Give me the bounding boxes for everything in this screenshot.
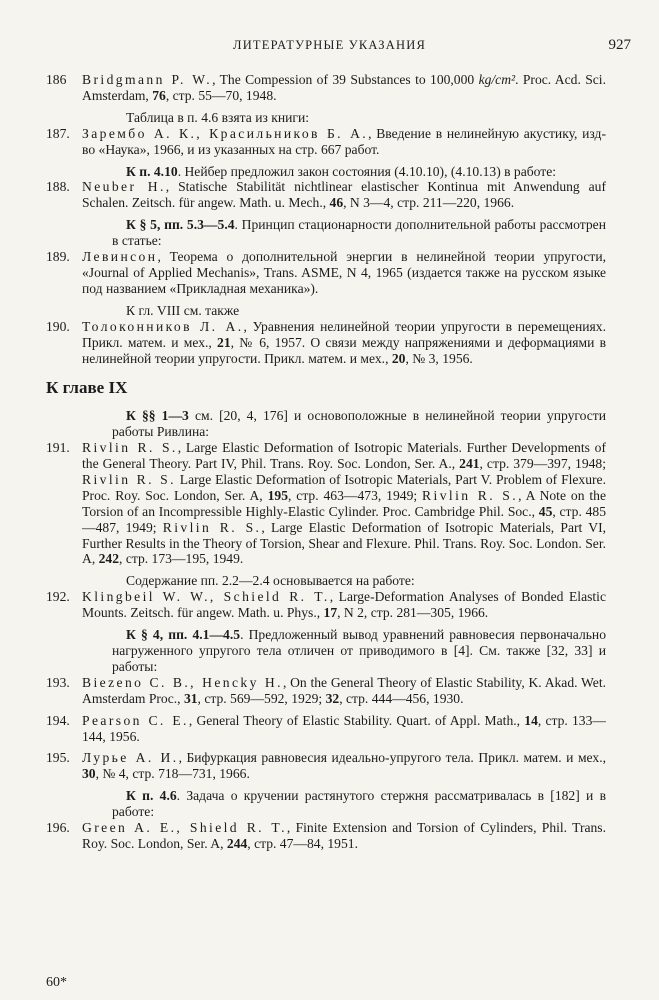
author-name: Лурье А. И. bbox=[82, 750, 179, 766]
text-segment: 30 bbox=[82, 766, 96, 782]
reference-number: 189. bbox=[46, 249, 70, 265]
reference-entry bbox=[46, 440, 606, 567]
text-segment: К п. 4.10 bbox=[126, 163, 178, 179]
text-segment: К главе IX bbox=[46, 378, 128, 398]
reference-entry bbox=[46, 179, 606, 211]
text-segment: , Уравнения нелинейной теории упругости в перемещениях. Прикл. матем. и мех., bbox=[82, 318, 606, 350]
author-name: Зарембо А. К., Красильников Б. А. bbox=[82, 125, 369, 141]
text-segment: , Large Elastic Deformation of Isotropic Materials. Further Developments of the General Theory. Part IV, Phil. Trans. Roy. Soc. London, Ser. A., bbox=[82, 440, 606, 472]
author-name: Green A. E., Shield R. T. bbox=[82, 820, 287, 836]
reference-text bbox=[82, 820, 606, 852]
text-segment: 195 bbox=[267, 487, 288, 503]
text-segment: , Statische Stabilität nichtlinear elastischer Kontinua mit Anwendung auf Schalen. Zeitsch. für angew. Math. u. Mech., bbox=[82, 179, 606, 211]
reference-number: 188. bbox=[46, 179, 70, 195]
author-name: Rivlin R. S. bbox=[422, 487, 519, 503]
section-note bbox=[46, 408, 606, 440]
reference-number: 187. bbox=[46, 125, 70, 141]
author-name: Rivlin R. S. bbox=[82, 440, 178, 456]
reference-text bbox=[82, 319, 606, 367]
text-segment: , On the General Theory of Elastic Stability, K. Akad. Wet. Amsterdam Proc., bbox=[82, 674, 606, 706]
text-segment: 32 bbox=[325, 690, 340, 706]
reference-number: 186 bbox=[46, 72, 67, 87]
text-segment: Таблица в п. 4.6 взята из книги: bbox=[126, 109, 310, 125]
reference-number: 196. bbox=[46, 820, 70, 836]
running-title: ЛИТЕРАТУРНЫЕ УКАЗАНИЯ bbox=[233, 38, 426, 52]
text-segment: 244 bbox=[226, 835, 248, 851]
author-name: Neuber H. bbox=[82, 179, 166, 195]
text-segment: kg/cm² bbox=[478, 72, 516, 87]
text-segment: К гл. VIII см. также bbox=[126, 302, 240, 318]
text-segment: , стр. 55—70, 1948. bbox=[165, 87, 277, 103]
text-segment: К § 5, пп. 5.3—5.4 bbox=[126, 217, 235, 233]
text-segment: , стр. 133—144, 1956. bbox=[82, 712, 606, 744]
text-segment: 76 bbox=[152, 87, 166, 103]
chapter-heading bbox=[46, 380, 606, 396]
text-segment: , № 3, 1956. bbox=[405, 350, 473, 366]
reference-number: 191. bbox=[46, 440, 70, 456]
text-segment: К § 4, пп. 4.1—4.5 bbox=[126, 627, 241, 643]
text-segment: Содержание пп. 2.2—2.4 основывается на работе: bbox=[126, 573, 415, 589]
text-segment: 17 bbox=[323, 605, 338, 621]
reference-text bbox=[82, 126, 606, 158]
text-segment: , стр. 444—456, 1930. bbox=[339, 690, 464, 706]
text-segment: Large Elastic Deformation of Isotropic Materials, Part V. Problem of Flexure. Proc. Roy. Soc. London, Ser. A, bbox=[82, 471, 606, 503]
bibliography-content bbox=[46, 72, 606, 858]
text-segment: , № 6, 1957. О связи между напряжениями и деформациями в нелинейной теории упругости. Прикл. матем. и мех., bbox=[82, 334, 607, 366]
author-name: Bridgmann P. W. bbox=[82, 72, 213, 87]
text-segment: , стр. 463—473, 1949; bbox=[287, 487, 423, 503]
text-segment: , стр. 379—397, 1948; bbox=[479, 456, 606, 472]
reference-text bbox=[82, 750, 606, 782]
reference-text bbox=[82, 249, 606, 297]
text-segment: , The Compession of 39 Substances to 100,000 bbox=[212, 72, 479, 87]
reference-number: 190. bbox=[46, 318, 70, 334]
reference-text bbox=[82, 179, 606, 211]
text-segment: 241 bbox=[459, 456, 480, 472]
text-segment: , стр. 569—592, 1929; bbox=[197, 690, 326, 706]
text-segment: , General Theory of Elastic Stability. Quart. of Appl. Math., bbox=[188, 712, 525, 728]
text-segment: . Предложенный вывод уравнений равновесия первоначально нагруженного упругого тела отличен от приводимого в [4]. См. также [32, 33] и работы: bbox=[112, 627, 606, 674]
text-segment: , Large-Deformation Analyses of Bonded Elastic Mounts. Zeitsch. für angew. Math. u. Phys., bbox=[82, 589, 606, 621]
text-segment: , N 3—4, стр. 211—220, 1966. bbox=[343, 195, 515, 211]
reference-entry bbox=[46, 249, 606, 297]
page-number: 927 bbox=[608, 37, 631, 53]
text-segment: 14 bbox=[524, 712, 538, 728]
reference-text bbox=[82, 72, 606, 104]
section-note bbox=[46, 627, 606, 675]
author-name: Толоконников Л. А. bbox=[82, 318, 244, 334]
reference-entry bbox=[46, 820, 606, 852]
text-segment: , стр. 47—84, 1951. bbox=[247, 835, 358, 851]
reference-entry bbox=[46, 713, 606, 745]
text-segment: К §§ 1—3 bbox=[126, 408, 189, 424]
reference-entry bbox=[46, 319, 606, 367]
text-segment: 242 bbox=[98, 551, 120, 567]
text-segment: , Бифуркация равновесия идеально-упругого тела. Прикл. матем. и мех., bbox=[178, 750, 607, 766]
text-segment: . Proc. Acd. Sci. Amsterdam, bbox=[82, 72, 606, 103]
section-note bbox=[46, 573, 606, 589]
text-segment: , N 2, стр. 281—305, 1966. bbox=[337, 605, 489, 621]
text-segment: , A Note on the Torsion of an Incompressible Highly-Elastic Cylinder. Proc. Cambridge Phil. Soc., bbox=[82, 487, 606, 519]
reference-text bbox=[82, 440, 606, 567]
author-name: Rivlin R. S. bbox=[82, 471, 176, 487]
text-segment: . Нейбер предложил закон состояния (4.10.10), (4.10.13) в работе: bbox=[177, 163, 557, 179]
reference-entry bbox=[46, 675, 606, 707]
author-name: Левинсон bbox=[82, 249, 158, 265]
section-note bbox=[46, 110, 606, 126]
reference-entry bbox=[46, 126, 606, 158]
author-name: Pearson C. E. bbox=[82, 712, 189, 728]
reference-entry bbox=[46, 750, 606, 782]
reference-text bbox=[82, 675, 606, 707]
author-name: Biezeno C. B., Hencky H. bbox=[82, 674, 283, 690]
reference-number: 195. bbox=[46, 750, 70, 766]
text-segment: , Теорема о дополнительной энергии в нелинейной теории упругости, «Journal of Applied Mechanis», Trans. ASME, N 4, 1965 (издается также на русском языке под названием «Прикладная механика»). bbox=[82, 249, 606, 296]
text-segment: , № 4, стр. 718—731, 1966. bbox=[95, 766, 250, 782]
text-segment: 31 bbox=[183, 690, 198, 706]
reference-number: 193. bbox=[46, 674, 70, 690]
text-segment: , Finite Extension and Torsion of Cylinders, Phil. Trans. Roy. Soc. London, Ser. A, bbox=[82, 820, 606, 851]
section-note bbox=[46, 164, 606, 180]
author-name: Klingbeil W. W., Schield R. T. bbox=[82, 589, 330, 605]
text-segment: . Принцип стационарности дополнительной работы рассмотрен в статье: bbox=[112, 217, 606, 249]
page-header bbox=[0, 38, 659, 58]
section-note bbox=[46, 217, 606, 249]
reference-number: 192. bbox=[46, 589, 70, 605]
reference-text bbox=[82, 589, 606, 621]
text-segment: 21 bbox=[217, 334, 231, 350]
text-segment: , стр. 173—195, 1949. bbox=[119, 551, 244, 567]
reference-entry bbox=[46, 72, 606, 104]
text-segment: 45 bbox=[538, 503, 553, 519]
text-segment: , Large Elastic Deformation of Isotropic Materials, Part VI, Further Results in the Theory of Torsion, Shear and Flexure. Phil. Trans. Roy. Soc. London. Ser. A, bbox=[82, 519, 606, 567]
author-name: Rivlin R. S. bbox=[162, 519, 262, 535]
text-segment: К п. 4.6 bbox=[126, 788, 177, 804]
section-note bbox=[46, 303, 606, 319]
reference-text bbox=[82, 713, 606, 745]
text-segment: 46 bbox=[329, 195, 344, 211]
section-note bbox=[46, 788, 606, 820]
text-segment: 20 bbox=[391, 350, 406, 366]
reference-number: 194. bbox=[46, 712, 70, 728]
text-segment: , Введение в нелинейную акустику, изд-во «Наука», 1966, и из указанных на стр. 667 работ. bbox=[82, 125, 606, 157]
signature-mark: 60* bbox=[46, 975, 67, 990]
text-segment: см. [20, 4, 176] и основоположные в нелинейной теории упругости работы Ривлина: bbox=[112, 408, 607, 440]
text-segment: , стр. 485—487, 1949; bbox=[82, 503, 607, 535]
reference-entry bbox=[46, 589, 606, 621]
text-segment: . Задача о кручении растянутого стержня рассматривалась в [182] и в работе: bbox=[112, 788, 606, 820]
